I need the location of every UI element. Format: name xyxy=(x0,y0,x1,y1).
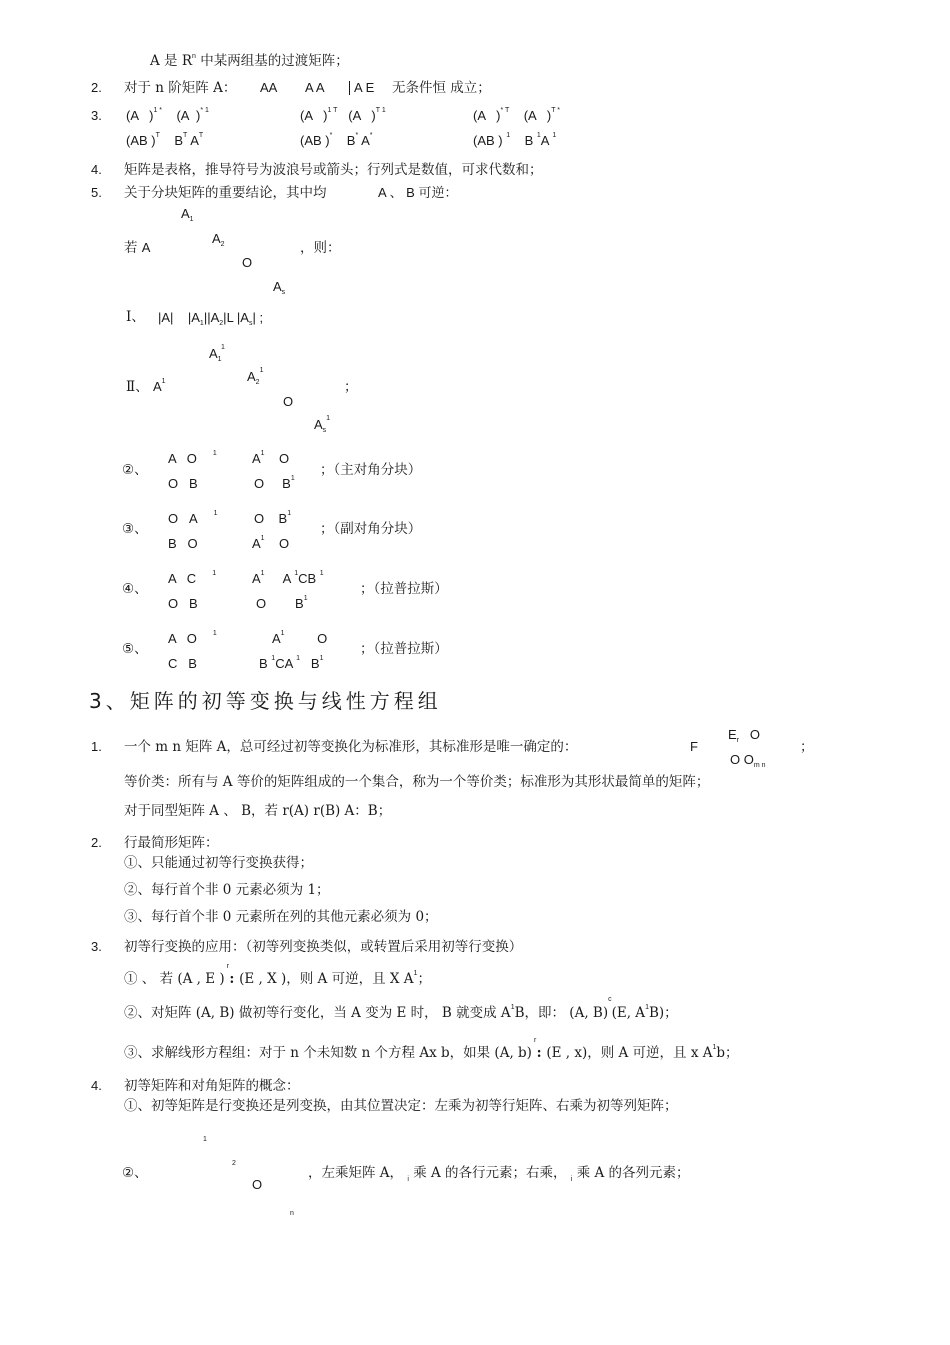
item-3-f6: (AB ) $^1$ B $^1$A $^1$ xyxy=(473,132,557,148)
rule-4-mark: ④、 xyxy=(122,581,148,597)
item-5-tail: A 、 B 可逆： xyxy=(378,185,458,200)
item-4-number: 4. xyxy=(91,162,102,177)
det-bar xyxy=(349,81,350,95)
item-2-formula-b: A A xyxy=(305,80,325,95)
rule-2-lhs: A O $^1$ xyxy=(168,450,217,466)
roman-2-semicolon: ； xyxy=(344,379,358,395)
rule-5-lhs: A O $^1$ xyxy=(168,630,217,646)
s3-F: F xyxy=(690,739,698,754)
s3-p3: 初等行变换的应用：（初等列变换类似，或转置后采用初等行变换） xyxy=(124,939,523,955)
section-title: 3、矩阵的初等变换与线性方程组 xyxy=(89,689,442,713)
s3-p4: 初等矩阵和对角矩阵的概念： xyxy=(124,1078,300,1094)
rule-4-lhs2: O B xyxy=(168,596,198,611)
block-A2: $A_2$ xyxy=(212,231,225,248)
s3-p1c: 对于同型矩阵 A 、 B，若 r(A) r(B) A：B； xyxy=(124,803,392,819)
block-As: $A_s$ xyxy=(273,279,286,296)
inv-A2: $A_2^1$ xyxy=(247,367,264,386)
s3-OO: O $O_{m n}$ xyxy=(730,752,766,769)
rule-3-rhs2: $A^1$ O xyxy=(252,535,290,551)
rule-5-rhs2: B $^1$CA $^1$ $B^1$ xyxy=(259,655,324,671)
item-2-formula-c: A E xyxy=(354,80,375,95)
top-line-text: A 是 R xyxy=(150,53,192,69)
rule-3-lhs2: B O xyxy=(168,536,198,551)
item-2-formula-a: AA xyxy=(260,80,278,95)
rule-2-lhs2: O B xyxy=(168,476,198,491)
block-ze: ，则： xyxy=(300,240,341,256)
item-3-f1: (A )$^{1 *}$ (A )$^{* 1}$ xyxy=(126,107,209,123)
item-2-tail: 无条件恒 成立； xyxy=(392,80,491,96)
rule-3-mark: ③、 xyxy=(122,521,148,537)
s3-p2a: ①、只能通过初等行变换获得； xyxy=(124,855,313,871)
s3-p3-number: 3. xyxy=(91,939,102,954)
item-3-f2: (A )$^{1 T}$ (A )$^{T 1}$ xyxy=(300,107,386,123)
inv-A1: $A_1^1$ xyxy=(209,344,225,363)
rule-5-rhs: $A^1$ O xyxy=(272,630,328,646)
top-line-rest: 中某两组基的过渡矩阵； xyxy=(195,53,349,69)
s3-p1-semicolon: ； xyxy=(800,739,814,755)
s3-p4-number: 4. xyxy=(91,1078,102,1093)
inv-O: O xyxy=(283,394,294,409)
rule-3-note: ；（副对角分块） xyxy=(320,521,422,537)
rule-4-lhs: A C $^1$ xyxy=(168,570,217,586)
rule-5-note: ；（拉普拉斯） xyxy=(360,641,448,657)
s3-p1b: 等价类：所有与 A 等价的矩阵组成的一个集合，称为一个等价类；标准形为其形状最简单的矩阵； xyxy=(124,774,710,790)
rule-3-rhs: O $B^1$ xyxy=(254,510,292,526)
roman-1: Ⅰ、 xyxy=(126,309,145,325)
item-3-f3: (A )$^{* T}$ (A )$^{T *}$ xyxy=(473,107,561,123)
diag-1: 1 xyxy=(203,1136,207,1143)
diag-n: n xyxy=(290,1210,294,1217)
s3-p3c: ③、求解线形方程组：对于 n 个未知数 n 个方程 Ax b，如果 (A, b) r : (E , x)，则 A 可逆，且 x $A^1b$； xyxy=(124,1037,739,1061)
diag-O: O xyxy=(252,1177,263,1192)
rule-4-note: ；（拉普拉斯） xyxy=(360,581,448,597)
item-5-number: 5. xyxy=(91,185,102,200)
top-line xyxy=(150,53,349,69)
s3-p4b: ，左乘矩阵 A， $_i$ 乘 A 的各行元素；右乘， $_i$ 乘 A 的各列元素； xyxy=(308,1165,690,1183)
s3-E: $E_r$ O xyxy=(728,727,760,744)
s3-p2c: ③、每行首个非 0 元素所在列的其他元素必须为 0； xyxy=(124,909,438,925)
rule-2-mark: ②、 xyxy=(122,462,148,478)
s3-p4a: ①、初等矩阵是行变换还是列变换，由其位置决定：左乘为初等行矩阵、右乘为初等列矩阵； xyxy=(124,1098,678,1114)
rule-2-note: ；（主对角分块） xyxy=(320,462,422,478)
s3-p2: 行最简形矩阵： xyxy=(124,835,219,851)
top-line-sup: n xyxy=(192,53,196,60)
diag-2: 2 xyxy=(232,1160,236,1167)
item-3-f4: (AB )$^T$ $B^T$ $A^T$ xyxy=(126,132,204,148)
item-3-f5: (AB )* B* A* xyxy=(300,132,373,148)
block-ruo: 若 A xyxy=(124,240,151,256)
inv-As: $A_s^1$ xyxy=(314,415,331,434)
rule-4-rhs2: O $B^1$ xyxy=(256,595,308,611)
item-5-text: 关于分块矩阵的重要结论，其中均 xyxy=(124,185,327,201)
s3-p2-number: 2. xyxy=(91,835,102,850)
rule-5-mark: ⑤、 xyxy=(122,641,148,657)
rule-4-rhs: $A^1$ A $^1$CB $^1$ xyxy=(252,570,324,586)
s3-p1-text: 一个 m n 矩阵 A，总可经过初等变换化为标准形，其标准形是唯一确定的： xyxy=(124,739,578,755)
item-3-number: 3. xyxy=(91,108,102,123)
s3-p4b-mark: ②、 xyxy=(122,1165,148,1181)
s3-p1-number: 1. xyxy=(91,739,102,754)
block-O: O xyxy=(242,255,253,270)
rule-5-lhs2: C B xyxy=(168,656,197,671)
rule-3-lhs: O A $^1$ xyxy=(168,510,218,526)
det-formula: |A| $|A_1||A_2|L$ $|A_s|$ ; xyxy=(158,310,264,327)
item-2-number: 2. xyxy=(91,80,102,95)
s3-p2b: ②、每行首个非 0 元素必须为 1； xyxy=(124,882,330,898)
item-4-text: 矩阵是表格，推导符号为波浪号或箭头；行列式是数值，可求代数和； xyxy=(124,162,543,178)
s3-p3a: ① 、 若 (A , E ) r : (E , X )，则 A 可逆，且 X $A^1$； xyxy=(124,963,431,987)
roman-2: Ⅱ、 $A^1$ xyxy=(126,378,166,395)
rule-2-rhs: $A^1$ O xyxy=(252,450,290,466)
block-A1: $A_1$ xyxy=(181,206,194,223)
rule-2-rhs2: O $B^1$ xyxy=(254,475,295,491)
s3-p3b: ②、对矩阵 (A, B) 做初等行变化，当 A 变为 E 时， B 就变成 $A^1B$，即： (A, B)$^c$(E, $A^1B$)； xyxy=(124,996,678,1021)
item-2-text: 对于 n 阶矩阵 A： xyxy=(124,80,237,96)
